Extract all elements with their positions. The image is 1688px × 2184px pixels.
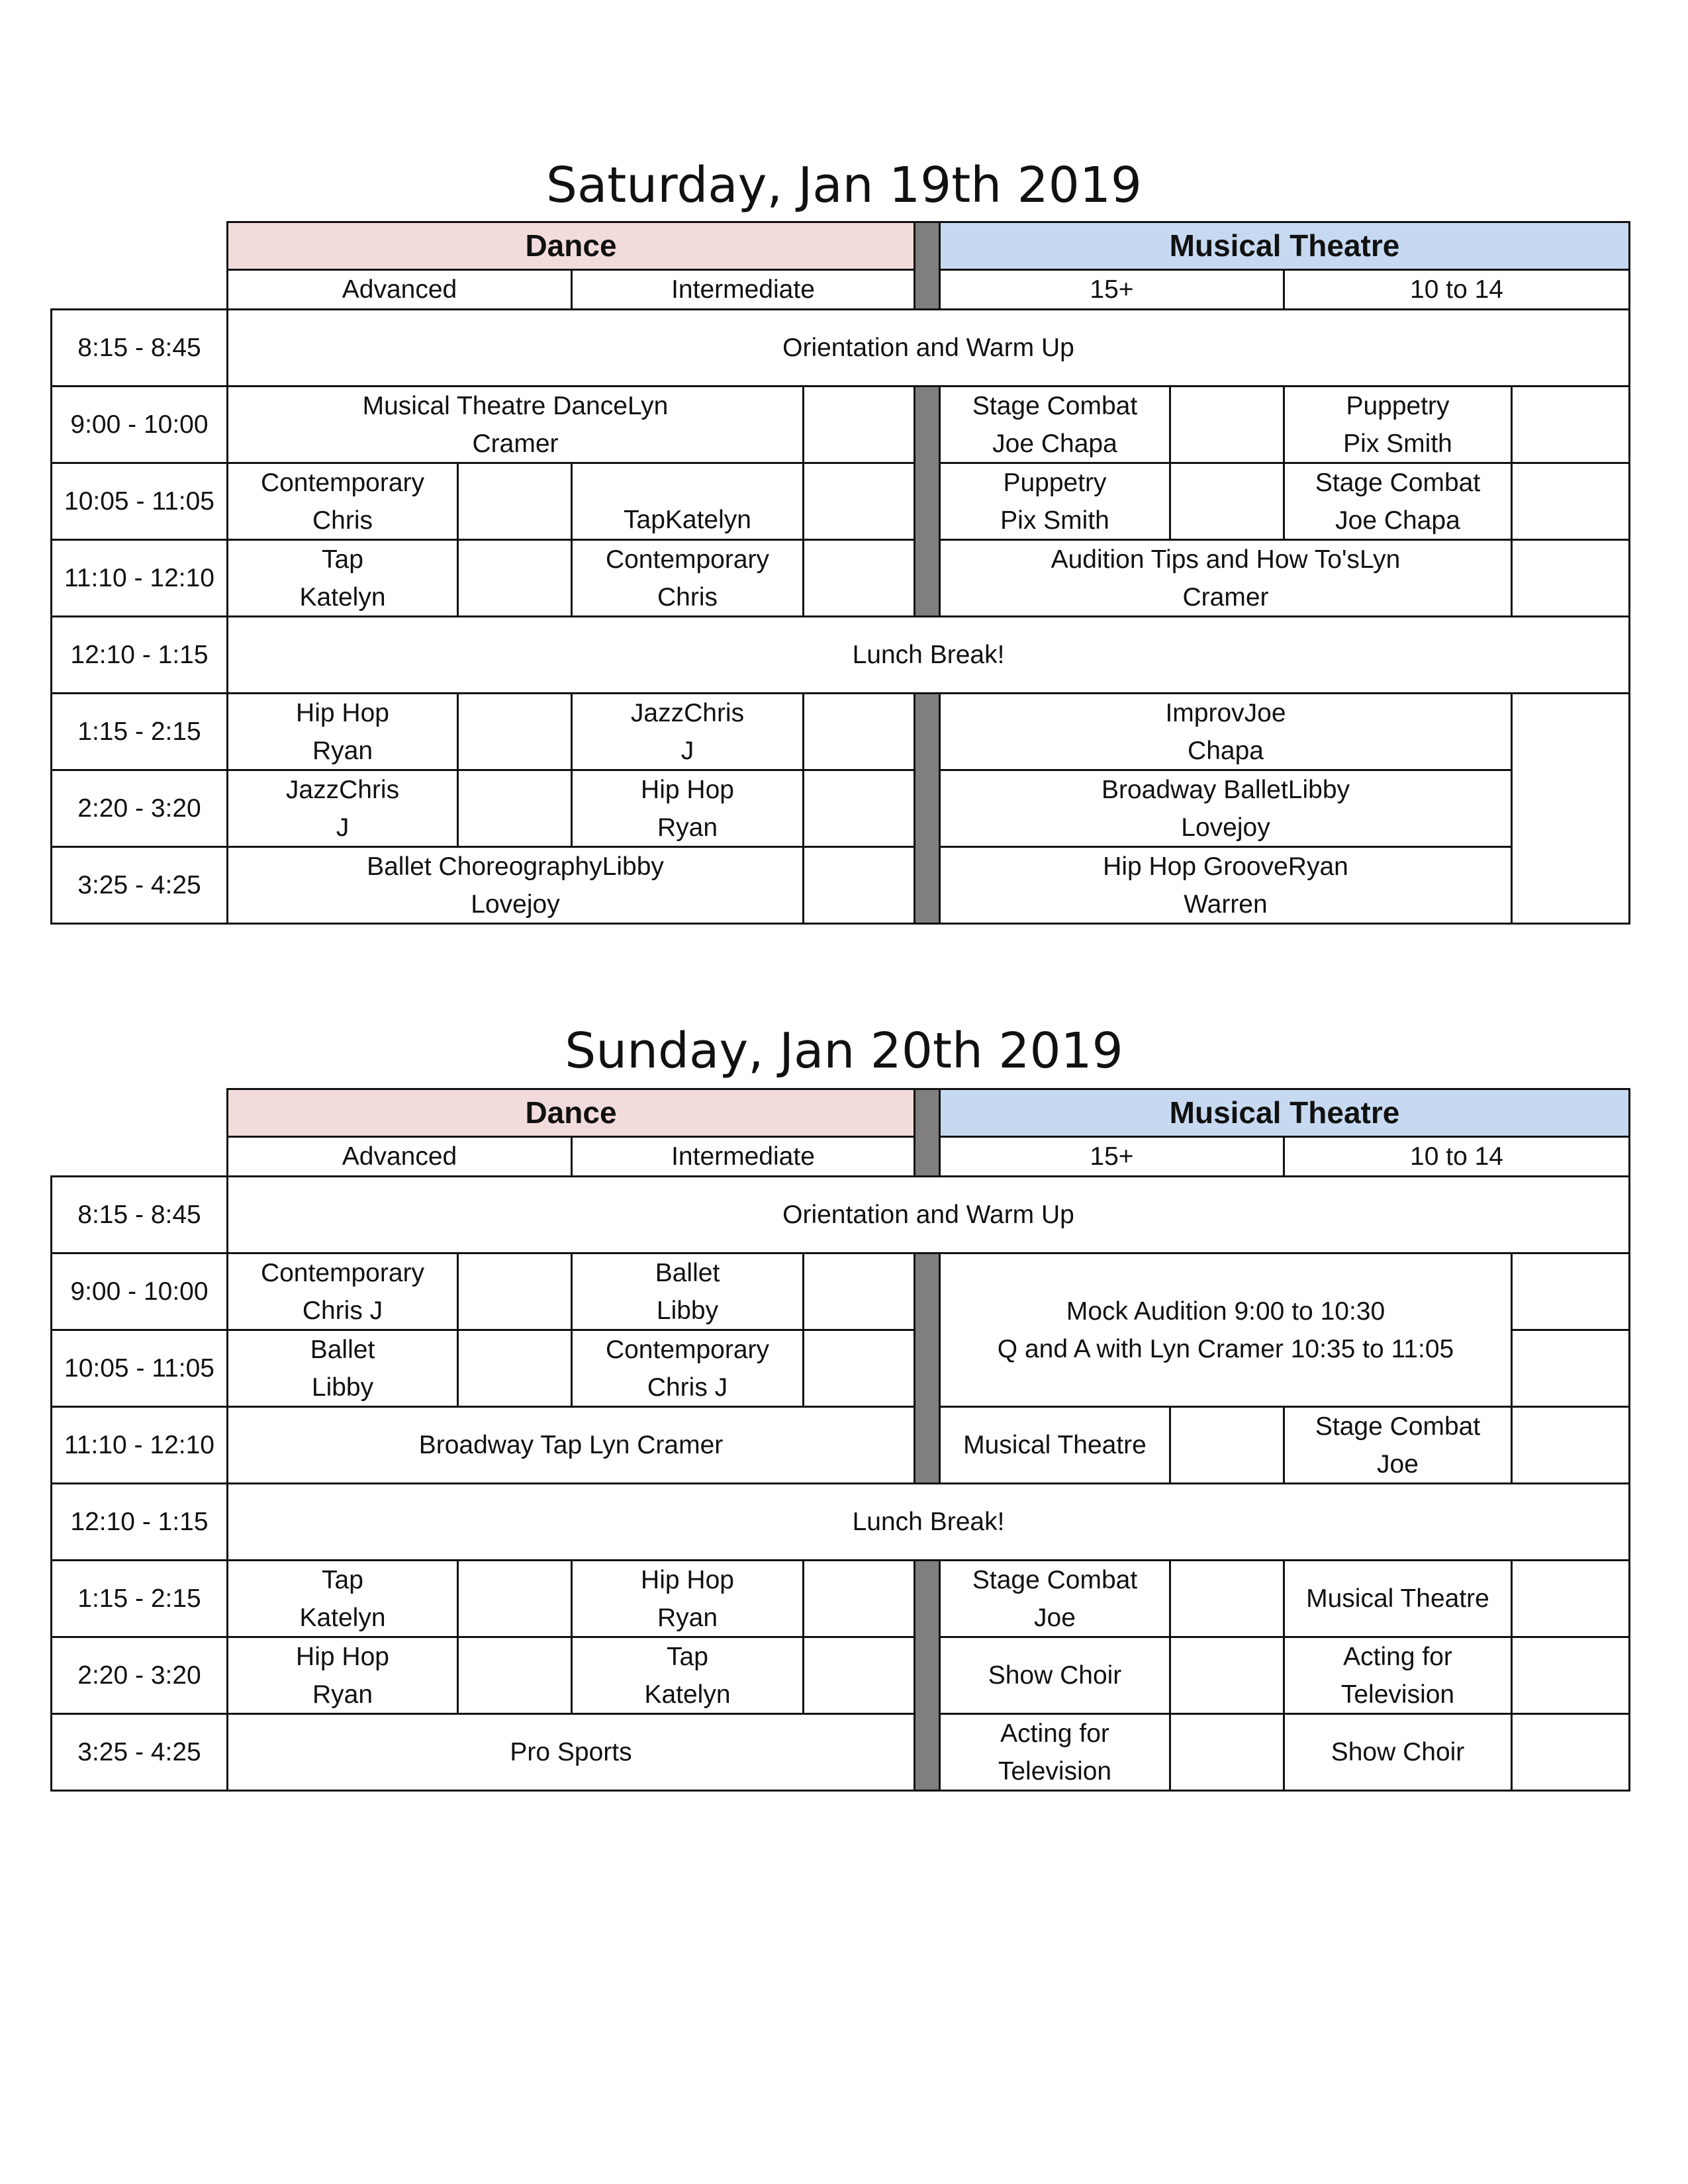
class-cell [226,539,459,617]
class-cell [226,1559,459,1638]
cell-text: Television [998,1756,1112,1786]
cell-text: Advanced [342,1142,457,1171]
empty-cell [802,462,915,541]
intermediate-subheader [571,269,915,310]
cell-text: Puppetry [1003,468,1107,497]
class-cell [571,539,804,617]
cell-text: Pix Smith [1000,506,1109,535]
cell-text: Lyn [1359,545,1401,574]
mt-15plus-subheader [939,1136,1285,1177]
class-cell [1283,462,1513,541]
class-cell [226,1329,459,1408]
cell-text: Television [1340,1680,1455,1709]
cell-text: 9:00 - 10:00 [70,410,209,439]
lunch-cell [226,615,1630,694]
cell-text: Katelyn [665,506,751,534]
time-slot [50,846,228,925]
empty-cell [1169,1559,1285,1638]
cell-text: Show Choir [988,1661,1122,1690]
cell-text: J [680,736,694,765]
cell-text: Contemporary [605,545,770,574]
cell-text: Warren [1184,889,1268,919]
cell-text: Pix Smith [1343,429,1452,458]
time-slot [50,615,228,694]
class-cell [939,385,1171,464]
cell-text: Show Choir [1331,1738,1465,1766]
empty-cell [1511,462,1630,541]
empty-cell [457,539,573,617]
cell-text: Musical Theatre Dance [362,391,628,420]
cell-text: 15+ [1090,275,1134,304]
cell-text: Stage Combat [972,1565,1138,1594]
empty-cell [1511,385,1630,464]
empty-cell [1511,1406,1630,1484]
cell-text: Joe [1377,1449,1419,1479]
empty-cell [1511,1636,1630,1715]
cell-text: Contemporary [260,1258,425,1287]
cell-text: 1:15 - 2:15 [77,1584,201,1613]
empty-cell [1511,1713,1630,1792]
cell-text: 10 to 14 [1410,275,1503,304]
cell-text: Musical Theatre [1169,228,1400,263]
class-cell [226,1636,459,1715]
cell-text: 3:25 - 4:25 [77,1738,201,1766]
empty-cell [457,1559,573,1638]
class-cell [226,1406,915,1484]
section-divider [914,385,941,617]
class-cell [1283,1713,1513,1792]
musical-theatre-header [939,1088,1630,1138]
class-cell [226,385,804,464]
cell-text: Chris [657,582,718,612]
class-cell [226,462,459,541]
class-cell [226,846,804,925]
class-cell [571,1252,804,1331]
section-divider [914,1252,941,1484]
cell-text: 12:10 - 1:15 [70,641,209,669]
dance-header [226,1088,915,1138]
empty-cell [1511,692,1630,925]
cell-text: Ballet [310,1335,375,1364]
cell-text: Tap [322,545,363,574]
empty-cell [802,692,915,771]
empty-cell [1511,1252,1630,1331]
class-cell [939,846,1513,925]
cell-text: Libby [1288,775,1350,804]
class-cell [571,769,804,848]
cell-text: Tap [624,506,665,534]
empty-cell [457,462,573,541]
class-cell [571,1559,804,1638]
cell-text: Contemporary [605,1335,770,1364]
section-divider [914,692,941,925]
class-cell [226,1252,459,1331]
cell-text: Dance [525,1095,617,1130]
cell-text: Ryan [1288,852,1348,881]
cell-text: 10 to 14 [1410,1142,1503,1171]
cell-text: 11:10 - 12:10 [64,1431,214,1459]
empty-cell [1169,385,1285,464]
cell-text: Stage Combat [1315,468,1481,497]
mt-10to14-subheader [1283,269,1630,310]
cell-text: 9:00 - 10:00 [70,1277,209,1306]
cell-text: Intermediate [671,1142,815,1171]
time-slot [50,1559,228,1638]
empty-cell [802,846,915,925]
saturday-title: Saturday, Jan 19th 2019 [545,157,1143,214]
cell-text: Katelyn [299,1603,386,1632]
cell-text: Lovejoy [471,889,560,919]
time-slot [50,1482,228,1561]
cell-text: Ryan [657,813,718,842]
cell-text: Jazz [630,698,684,727]
empty-cell [802,1559,915,1638]
cell-text: Chapa [1188,736,1264,765]
cell-text: Katelyn [299,582,386,612]
empty-cell [457,692,573,771]
class-cell [939,769,1513,848]
cell-text: 3:25 - 4:25 [77,871,201,899]
cell-text: Joe [1244,698,1286,727]
intermediate-subheader [571,1136,915,1177]
cell-text: Jazz [285,775,340,804]
cell-text: Stage Combat [972,391,1138,420]
cell-text: Lovejoy [1181,813,1270,842]
cell-text: Ballet [655,1258,720,1287]
cell-text: Advanced [342,275,457,304]
section-divider [914,221,941,310]
empty-cell [802,769,915,848]
time-slot [50,462,228,541]
cell-text: Cramer [472,429,559,458]
cell-text: Hip Hop [296,698,389,727]
mt-10to14-subheader [1283,1136,1630,1177]
empty-cell [1511,539,1630,617]
time-slot [50,1406,228,1484]
cell-text: Ryan [312,1680,373,1709]
empty-cell [457,1329,573,1408]
empty-cell [1511,1559,1630,1638]
advanced-subheader [226,1136,573,1177]
empty-cell [1511,1329,1630,1408]
class-cell [226,692,459,771]
cell-text: Lunch Break! [852,641,1005,669]
cell-text: Hip Hop [296,1642,389,1671]
empty-cell [1169,1406,1285,1484]
mt-15plus-subheader [939,269,1285,310]
cell-text: Orientation and Warm Up [782,334,1074,362]
orientation-cell [226,1175,1630,1254]
cell-text: Chris [339,775,400,804]
section-divider [914,1559,941,1792]
cell-text: Katelyn [644,1680,731,1709]
cell-text: Broadway Tap Lyn Cramer [418,1431,724,1459]
lunch-cell [226,1482,1630,1561]
cell-text: 1:15 - 2:15 [77,717,201,746]
cell-text: Ryan [657,1603,718,1632]
cell-text: Libby [311,1373,374,1402]
class-cell [571,462,804,541]
cell-text: Hip Hop [641,1565,734,1594]
time-slot [50,769,228,848]
empty-cell [802,1636,915,1715]
cell-text: 12:10 - 1:15 [70,1508,209,1536]
class-cell [939,1713,1171,1792]
time-slot [50,1636,228,1715]
time-slot [50,385,228,464]
class-cell [226,769,459,848]
dance-header [226,221,915,271]
cell-text: Musical Theatre [1306,1584,1489,1613]
class-cell [939,539,1513,617]
empty-cell [802,1329,915,1408]
cell-text: Libby [602,852,664,881]
cell-text: Joe [1034,1603,1076,1632]
cell-text: Hip Hop Groove [1103,852,1288,881]
class-cell [939,1636,1171,1715]
cell-text: Ryan [312,736,373,765]
empty-cell [802,539,915,617]
class-cell [1283,1636,1513,1715]
class-cell [1283,385,1513,464]
cell-text: Dance [525,228,617,263]
cell-text: Chris [312,506,373,535]
cell-text: Stage Combat [1315,1412,1481,1441]
cell-text: Lunch Break! [852,1508,1005,1536]
empty-cell [1169,1713,1285,1792]
time-slot [50,692,228,771]
section-divider [914,1088,941,1177]
cell-text: 15+ [1090,1142,1134,1171]
cell-text: Puppetry [1346,391,1450,420]
class-cell [1283,1559,1513,1638]
class-cell [571,1636,804,1715]
cell-text: Tap [667,1642,708,1671]
empty-cell [457,769,573,848]
advanced-subheader [226,269,573,310]
cell-text: 2:20 - 3:20 [77,794,201,823]
cell-text: 8:15 - 8:45 [77,334,201,362]
time-slot [50,1329,228,1408]
time-slot [50,1175,228,1254]
cell-text: Lyn [627,391,669,420]
orientation-cell [226,308,1630,387]
empty-cell [457,1252,573,1331]
cell-text: Q and A with Lyn Cramer 10:35 to 11:05 [997,1334,1454,1363]
cell-text: Pro Sports [510,1738,632,1766]
cell-text: Contemporary [260,468,425,497]
musical-theatre-header [939,221,1630,271]
cell-text: Joe Chapa [992,429,1117,458]
cell-text: Orientation and Warm Up [782,1201,1074,1229]
class-cell [939,1406,1171,1484]
cell-text: 10:05 - 11:05 [64,1354,214,1383]
cell-text: Ballet Choreography [367,852,602,881]
class-cell [226,1713,915,1792]
class-cell [939,1559,1171,1638]
cell-text: 10:05 - 11:05 [64,487,214,516]
cell-text: Cramer [1182,582,1269,612]
class-cell [1283,1406,1513,1484]
class-cell [571,692,804,771]
time-slot [50,1713,228,1792]
empty-cell [457,1636,573,1715]
cell-text: Audition Tips and How To's [1051,545,1360,574]
cell-text: Chris J [647,1373,728,1402]
cell-text: Intermediate [671,275,815,304]
empty-cell [1169,462,1285,541]
cell-text: Musical Theatre [1169,1095,1400,1130]
class-cell [939,692,1513,771]
class-cell [939,462,1171,541]
empty-cell [802,385,915,464]
empty-cell [1169,1636,1285,1715]
cell-text: Libby [656,1296,719,1325]
cell-text: Chris J [302,1296,383,1325]
mock-audition-cell [939,1252,1513,1408]
cell-text: Acting for [1343,1642,1452,1671]
cell-text: Broadway Ballet [1101,775,1288,804]
cell-text: Musical Theatre [963,1431,1147,1459]
cell-text: 11:10 - 12:10 [64,564,214,592]
class-cell [571,1329,804,1408]
empty-cell [802,1252,915,1331]
cell-text: Acting for [1000,1719,1109,1748]
cell-text: 8:15 - 8:45 [77,1201,201,1229]
sunday-title: Sunday, Jan 20th 2019 [565,1023,1123,1079]
time-slot [50,308,228,387]
cell-text: Chris [684,698,745,727]
cell-text: Tap [322,1565,363,1594]
time-slot [50,1252,228,1331]
cell-text: Improv [1165,698,1244,727]
cell-text: Hip Hop [641,775,734,804]
cell-text: J [336,813,350,842]
time-slot [50,539,228,617]
cell-text: Joe Chapa [1335,506,1460,535]
cell-text: 2:20 - 3:20 [77,1661,201,1690]
cell-text: Mock Audition 9:00 to 10:30 [1066,1297,1385,1326]
